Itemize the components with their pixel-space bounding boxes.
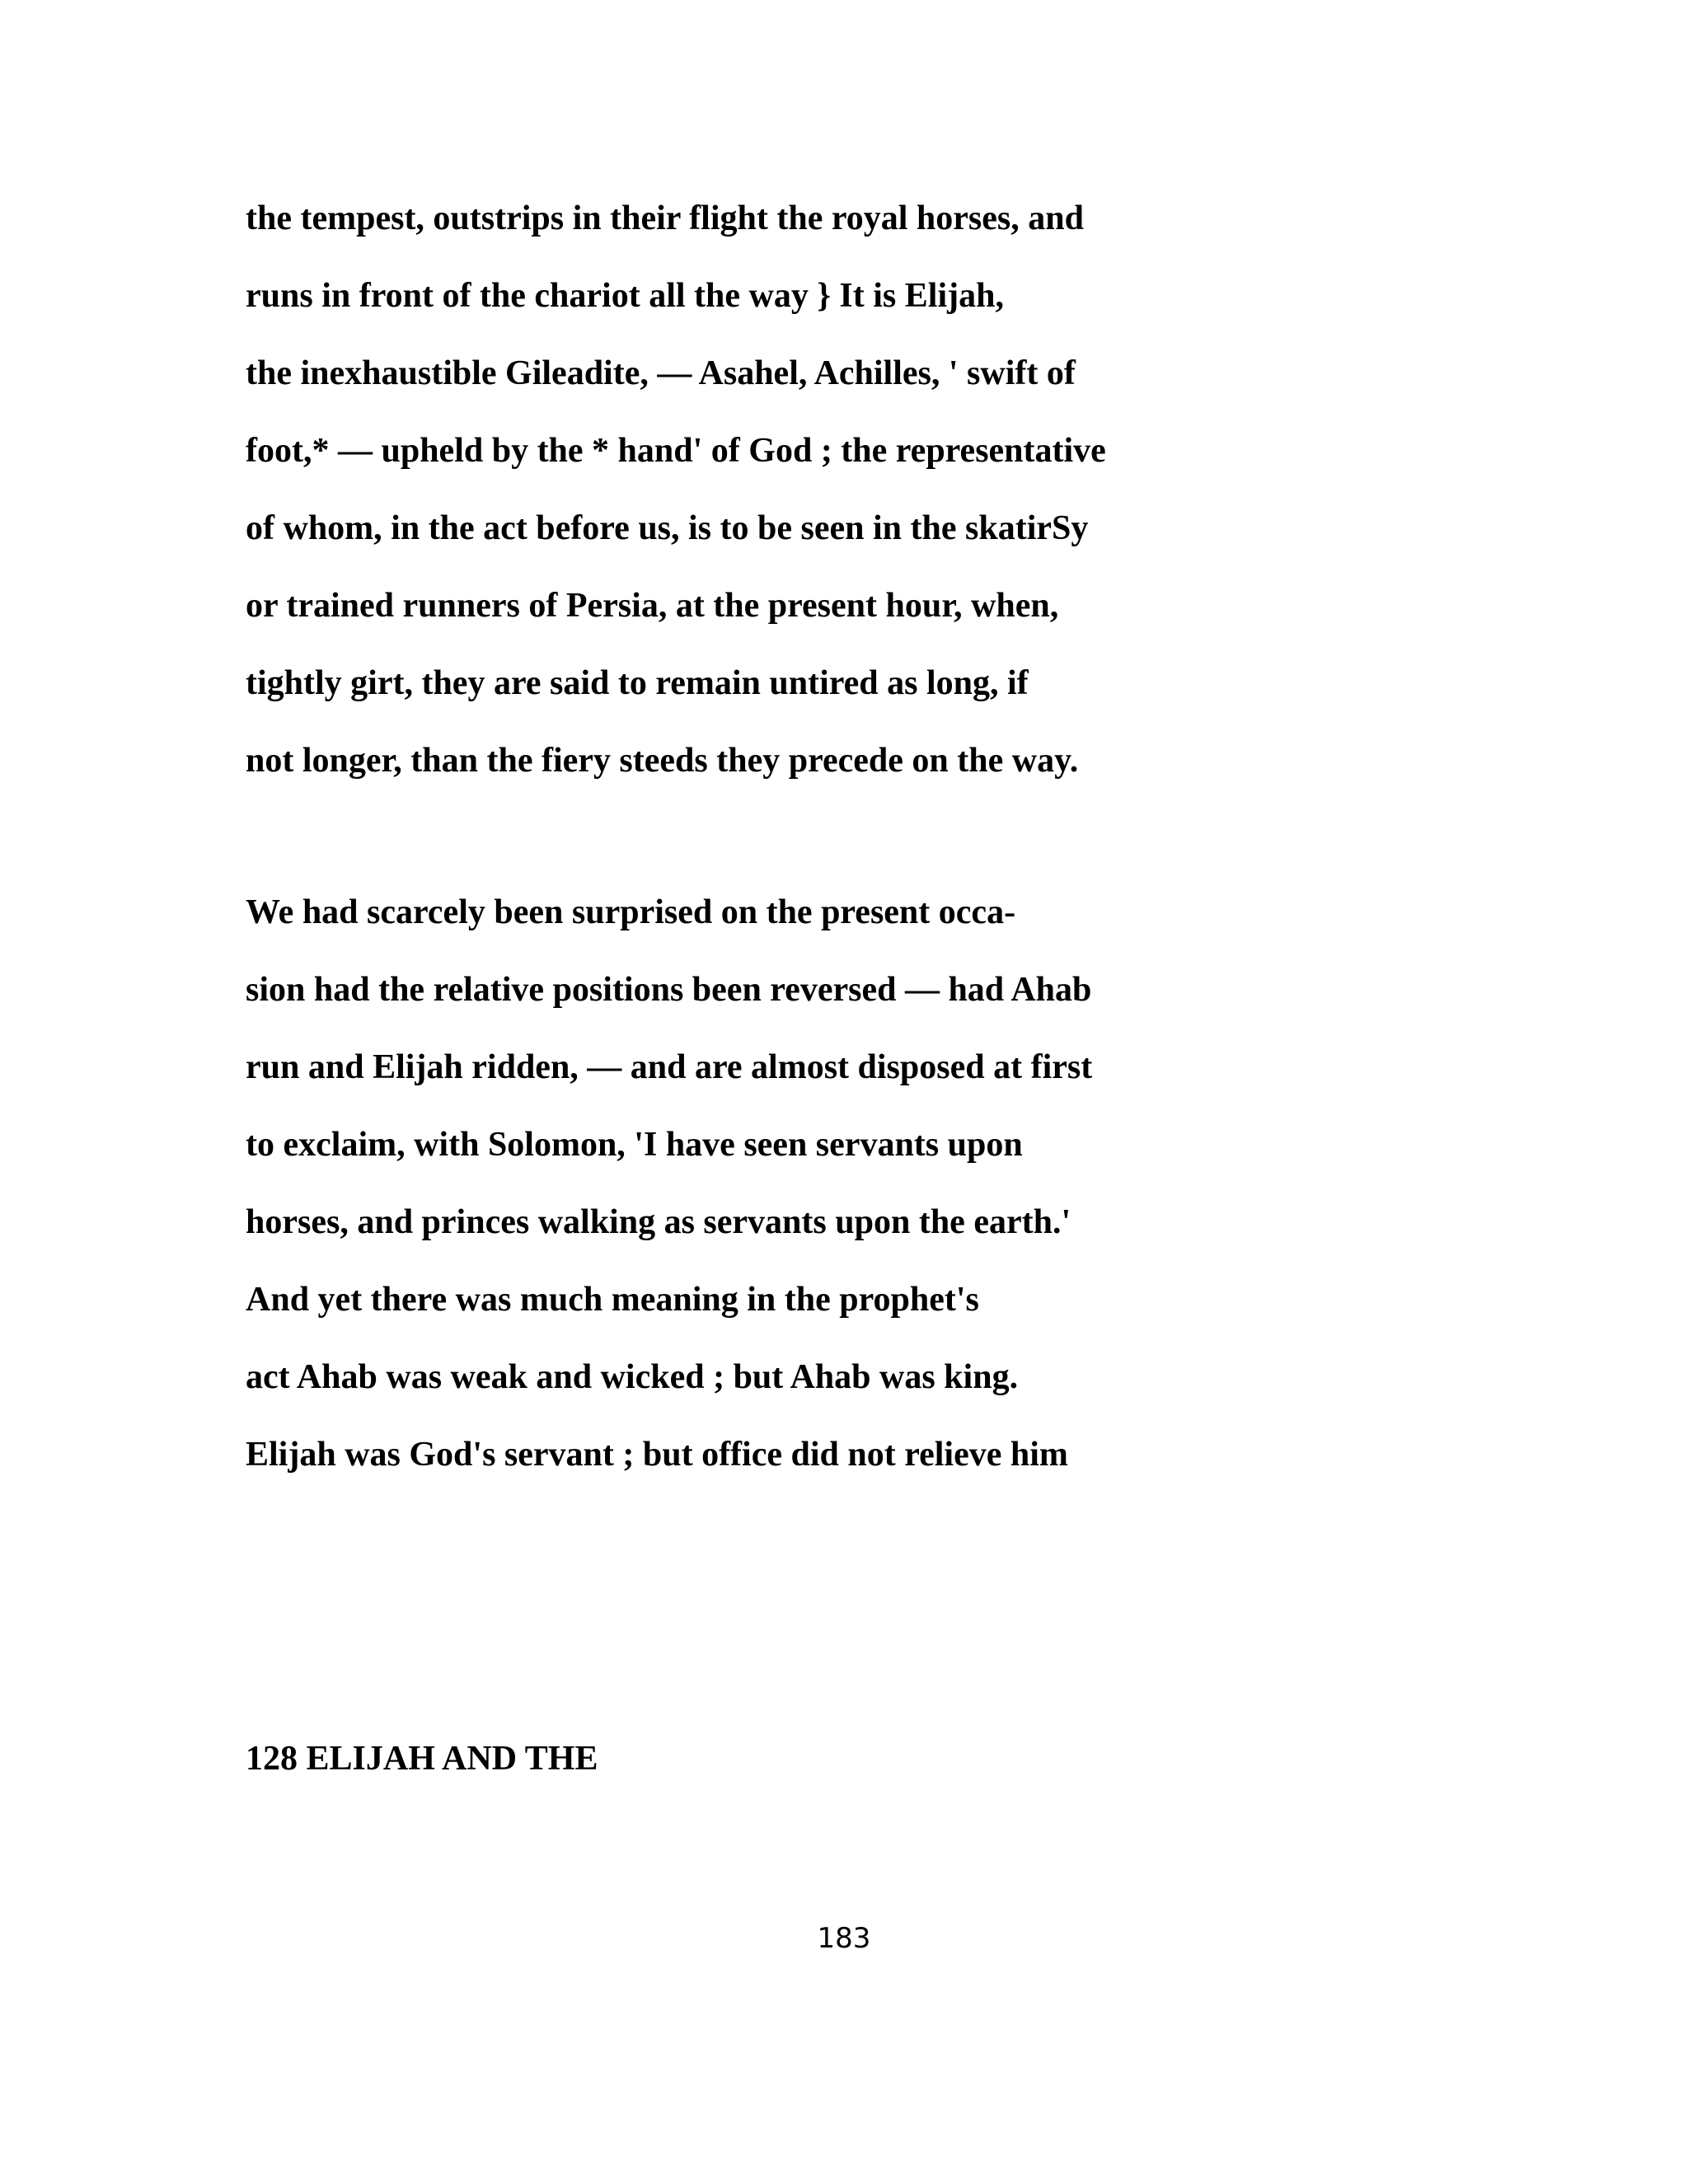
text-line: the tempest, outstrips in their flight the royal horses, and	[246, 199, 1084, 237]
text-line: horses, and princes walking as servants upon the earth.'	[246, 1203, 1071, 1241]
page-number: 183	[817, 1922, 871, 1955]
running-head: 128 ELIJAH AND THE	[246, 1740, 598, 1778]
paragraph-1	[246, 180, 1564, 799]
text-line: Elijah was God's servant ; but office did not relieve him	[246, 1436, 1068, 1474]
text-line: the inexhaustible Gileadite, — Asahel, Achilles, ' swift of	[246, 354, 1076, 392]
text-line: And yet there was much meaning in the prophet's	[246, 1281, 979, 1319]
text-line: runs in front of the chariot all the way } It is Elijah,	[246, 277, 1004, 315]
text-line: to exclaim, with Solomon, 'I have seen servants upon	[246, 1126, 1023, 1164]
text-line: not longer, than the fiery steeds they precede on the way.	[246, 742, 1079, 780]
text-line: tightly girt, they are said to remain untired as long, if	[246, 664, 1029, 702]
text-line: sion had the relative positions been reversed — had Ahab	[246, 971, 1092, 1009]
text-line: foot,* — upheld by the * hand' of God ; the representative	[246, 432, 1106, 470]
text-line: act Ahab was weak and wicked ; but Ahab was king.	[246, 1358, 1019, 1396]
text-line: We had scarcely been surprised on the present occa-	[246, 893, 1016, 931]
text-line: of whom, in the act before us, is to be seen in the skatirSy	[246, 509, 1089, 547]
text-line: or trained runners of Persia, at the present hour, when,	[246, 587, 1059, 625]
paragraph-2	[246, 874, 1564, 1493]
text-line: run and Elijah ridden, — and are almost disposed at first	[246, 1048, 1093, 1086]
